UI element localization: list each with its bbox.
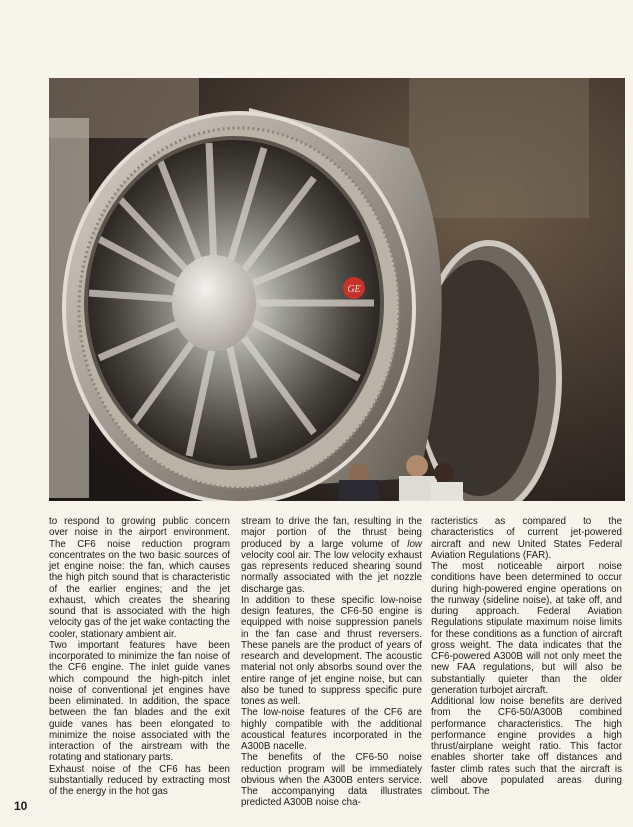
column-3 [431, 516, 622, 797]
column-2 [241, 516, 422, 809]
fan-spinner [172, 255, 256, 351]
paragraph: racteristics as compared to the characteristics of current jet-powered aircraft and new United States Federal Aviation Regulations (FAR). [431, 516, 622, 561]
paragraph: Exhaust noise of the CF6 has been substantially reduced by extracting most of the energy in the hot gas [49, 763, 230, 797]
article-body [49, 516, 625, 809]
paragraph-text: stream to drive the fan, resulting in the major portion of the thrust being produced by a large volume of [241, 516, 422, 550]
paragraph: to respond to growing public concern over noise in the airport environment. The CF6 noise reduction program concentrates on the two basic sources of jet engine noise: the fan, which causes the high pitch sound that is characteristic of the earlier engines; and the jet exhaust, which creates the shearing sound that is associated with the high velocity gas of the jet wake contacting the cooler, stationary ambient air. [49, 516, 230, 640]
paragraph-text: velocity cool air. The low velocity exhaust gas represents reduced shearing sound normally associated with the jet nozzle discharge gas. [241, 549, 422, 595]
scaffold-top-right [409, 78, 589, 218]
page-number: 10 [14, 799, 28, 813]
ge-logo [343, 277, 365, 299]
paragraph: The most noticeable airport noise conditions have been determined to occur during high-powered engine operations on the runway (sideline noise), at take off, and during approach. Federal Aviation Regulations stipulate maximum noise limits for these conditions as a function of aircraft gross weight. The data indicates that the CF6-powered A300B will not only meet the new FAA regulations, but will also be substantially quieter than the older generation turbojet aircraft. [431, 561, 622, 696]
paragraph: In addition to these specific low-noise design features, the CF6-50 engine is equipped with noise suppression panels in the fan case and thrust reversers. These panels are the product of years of research and development. The acoustic material not only absorbs sound over the entire range of jet engine noise, but can also be tuned to suppress specific pure tones as well. [241, 594, 422, 707]
engine-illustration [49, 78, 625, 501]
emphasis-text: low [407, 538, 422, 550]
svg-text:GE: GE [347, 284, 361, 295]
paragraph [241, 516, 422, 595]
paragraph: The benefits of the CF6-50 noise reduction program will be immediately obvious when the A300B enters service. The accompanying data illustrates predicted A300B noise cha- [241, 752, 422, 809]
paragraph: Additional low noise benefits are derived from the CF6-50/A300B combined performance characteristics. The high performance engine provides a high thrust/airplane weight ratio. This factor enables shorter take off distances and faster climb rates such that the aircraft is well above populated areas during climbout. The [431, 696, 622, 797]
column-1 [49, 516, 230, 797]
paragraph: Two important features have been incorporated to minimize the fan noise of the CF6 engine. The inlet guide vanes which compound the high-pitch inlet noise of conventional jet engines have been eliminated. In addition, the space between the fan blades and the exit guide vanes has been elongated to minimize the noise associated with the interaction of the airstream with the rotating and stationary parts. [49, 639, 230, 764]
engine-photo [49, 78, 625, 501]
paragraph: The low-noise features of the CF6 are highly compatible with the additional acoustical features incorporated in the A300B nacelle. [241, 707, 422, 752]
